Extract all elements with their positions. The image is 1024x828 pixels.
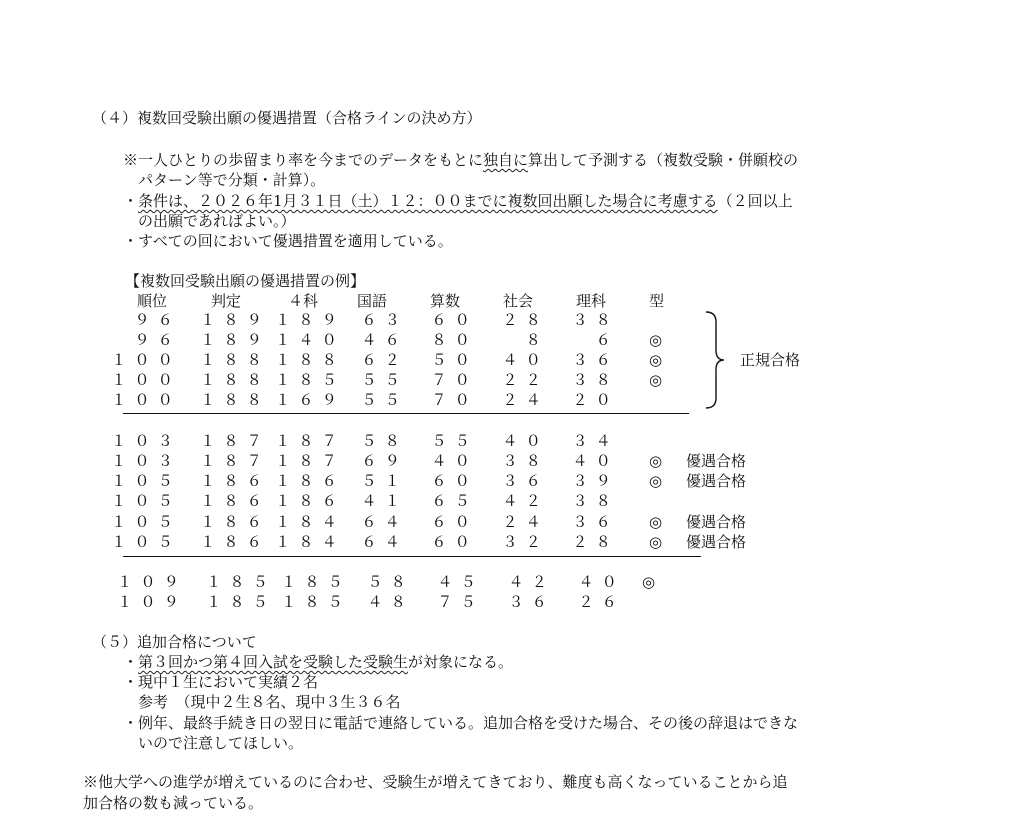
cell-japanese: ６３ <box>361 311 408 329</box>
cell-science: ２８ <box>572 533 619 551</box>
cell-judgement: １８６ <box>200 492 270 510</box>
header-total4: ４科 <box>288 292 319 310</box>
section4-bullet2-line1 <box>123 191 793 211</box>
bullet1-text-underlined: 第３回かつ第４回入試を受験した受験生 <box>138 653 409 671</box>
bullet2-dot: ・ <box>123 192 139 210</box>
cell-social: ２８ <box>502 311 549 329</box>
cell-judgement: １８６ <box>200 472 270 490</box>
section4-note1-line1 <box>123 150 798 170</box>
cell-social: ３２ <box>502 533 549 551</box>
cell-math: ６５ <box>431 492 478 510</box>
cell-science: ４０ <box>578 573 625 591</box>
cell-math: ４０ <box>431 452 478 470</box>
cell-rank: １０３ <box>111 432 181 450</box>
footer-note-line2: 加合格の数も減っている。 <box>83 794 264 812</box>
cell-social: ８ <box>525 331 549 349</box>
header-social: 社会 <box>503 292 534 310</box>
cell-judgement: １８８ <box>200 391 270 409</box>
cell-japanese: ４１ <box>361 492 408 510</box>
cell-type-mark: ◎ <box>642 573 656 591</box>
cell-rank: １０５ <box>111 533 181 551</box>
cell-rank: １００ <box>111 351 181 369</box>
cell-japanese: ５８ <box>367 573 414 591</box>
cell-japanese: ４６ <box>361 331 408 349</box>
separator-line-1 <box>123 413 689 414</box>
cell-type-mark: ◎ <box>649 533 663 551</box>
cell-total4: １８６ <box>275 472 345 490</box>
cell-rank: ９６ <box>134 311 181 329</box>
cell-total4: １４０ <box>275 331 345 349</box>
cell-preferential-label: 優遇合格 <box>686 452 747 470</box>
cell-math: ６０ <box>431 513 478 531</box>
cell-total4: １８５ <box>275 371 345 389</box>
cell-type-mark: ◎ <box>649 351 663 369</box>
cell-rank: １００ <box>111 371 181 389</box>
bullet1-dot: ・ <box>123 653 139 671</box>
cell-social: ３８ <box>502 452 549 470</box>
cell-rank: １０５ <box>111 513 181 531</box>
header-type: 型 <box>649 292 665 310</box>
cell-science: ３９ <box>572 472 619 490</box>
right-brace-icon <box>704 310 726 410</box>
note1-text-underlined: 独自に <box>483 151 529 169</box>
cell-judgement: １８７ <box>200 432 270 450</box>
cell-japanese: ５１ <box>361 472 408 490</box>
bullet1-text-c: が対象になる。 <box>408 653 514 671</box>
cell-math: ６０ <box>431 533 478 551</box>
cell-social: ２４ <box>502 391 549 409</box>
section4-heading: （４）複数回受験出願の優遇措置（合格ラインの決め方） <box>92 109 482 127</box>
section5-bullet2: ・現中１生において実績２名 <box>123 673 319 691</box>
section4-bullet3: ・すべての回において優遇措置を適用している。 <box>123 232 453 250</box>
bullet2-text-underlined: 条件は、２０２６年1月３１日（土）１２：００までに複数回出願した場合に考慮する <box>138 192 718 210</box>
cell-type-mark: ◎ <box>649 513 663 531</box>
cell-social: ２２ <box>502 371 549 389</box>
cell-science: ２６ <box>578 593 625 611</box>
cell-math: ６０ <box>431 472 478 490</box>
cell-rank: １０９ <box>117 573 187 591</box>
cell-math: ８０ <box>431 331 478 349</box>
cell-total4: １８４ <box>275 513 345 531</box>
cell-total4: １８７ <box>275 432 345 450</box>
section4-note1-line2: パターン等で分類・計算）。 <box>138 171 326 189</box>
cell-social: ３６ <box>508 593 555 611</box>
header-science: 理科 <box>576 292 607 310</box>
cell-science: ３８ <box>572 371 619 389</box>
cell-judgement: １８９ <box>200 331 270 349</box>
cell-rank: ９６ <box>134 331 181 349</box>
section4-bullet2-line2: の出願であればよい。） <box>138 212 296 230</box>
cell-judgement: １８８ <box>200 371 270 389</box>
cell-type-mark: ◎ <box>649 452 663 470</box>
cell-science: ６ <box>595 331 619 349</box>
cell-total4: １８７ <box>275 452 345 470</box>
section5-bullet1 <box>123 652 513 672</box>
cell-judgement: １８６ <box>200 513 270 531</box>
cell-judgement: １８９ <box>200 311 270 329</box>
cell-science: ３６ <box>572 513 619 531</box>
cell-preferential-label: 優遇合格 <box>686 533 747 551</box>
cell-japanese: ６９ <box>361 452 408 470</box>
cell-social: ３６ <box>502 472 549 490</box>
header-math: 算数 <box>430 292 461 310</box>
cell-judgement: １８７ <box>200 452 270 470</box>
cell-math: ７５ <box>437 593 484 611</box>
cell-math: ５０ <box>431 351 478 369</box>
separator-line-2 <box>123 556 701 557</box>
cell-social: ４０ <box>502 351 549 369</box>
cell-judgement: １８８ <box>200 351 270 369</box>
cell-science: ３４ <box>572 432 619 450</box>
cell-judgement: １８５ <box>206 573 276 591</box>
cell-total4: １８８ <box>275 351 345 369</box>
cell-judgement: １８５ <box>206 593 276 611</box>
group1-label: 正規合格 <box>740 351 801 369</box>
header-japanese: 国語 <box>357 292 388 310</box>
note1-text-a: ※一人ひとりの歩留まり率を今までのデータをもとに <box>123 151 484 169</box>
cell-total4: １８６ <box>275 492 345 510</box>
cell-math: ４５ <box>437 573 484 591</box>
cell-rank: １０３ <box>111 452 181 470</box>
section5-bullet3-line1: ・例年、最終手続き日の翌日に電話で連絡している。追加合格を受けた場合、その後の辞退はできな <box>123 714 799 732</box>
table-title: 【複数回受験出願の優遇措置の例】 <box>125 272 366 290</box>
cell-science: ３８ <box>572 311 619 329</box>
cell-total4: １８５ <box>281 593 351 611</box>
cell-total4: １８９ <box>275 311 345 329</box>
cell-type-mark: ◎ <box>649 472 663 490</box>
cell-science: ４０ <box>572 452 619 470</box>
cell-science: ３６ <box>572 351 619 369</box>
cell-type-mark: ◎ <box>649 331 663 349</box>
cell-japanese: ５５ <box>361 391 408 409</box>
cell-japanese: ６２ <box>361 351 408 369</box>
note1-text-c: 算出して予測する（複数受験・併願校の <box>528 151 799 169</box>
cell-math: ５５ <box>431 432 478 450</box>
footer-note-line1: ※他大学への進学が増えているのに合わせ、受験生が増えてきており、難度も高くなっていることから追 <box>83 773 788 791</box>
cell-judgement: １８６ <box>200 533 270 551</box>
bullet2-text-c: （２回以上 <box>717 192 793 210</box>
cell-preferential-label: 優遇合格 <box>686 472 747 490</box>
cell-math: ６０ <box>431 311 478 329</box>
cell-science: ２０ <box>572 391 619 409</box>
header-rank: 順位 <box>137 292 168 310</box>
cell-rank: １０５ <box>111 492 181 510</box>
section5-heading: （５）追加合格について <box>92 633 257 651</box>
section5-bullet3-line2: いので注意してほしい。 <box>138 734 304 752</box>
cell-science: ３８ <box>572 492 619 510</box>
cell-japanese: ５８ <box>361 432 408 450</box>
cell-japanese: ６４ <box>361 513 408 531</box>
cell-japanese: ４８ <box>367 593 414 611</box>
header-judgement: 判定 <box>211 292 242 310</box>
cell-social: ４２ <box>508 573 555 591</box>
cell-social: ４０ <box>502 432 549 450</box>
cell-social: ２４ <box>502 513 549 531</box>
cell-rank: １０９ <box>117 593 187 611</box>
cell-type-mark: ◎ <box>649 371 663 389</box>
cell-japanese: ５５ <box>361 371 408 389</box>
cell-total4: １８４ <box>275 533 345 551</box>
cell-rank: １０５ <box>111 472 181 490</box>
cell-social: ４２ <box>502 492 549 510</box>
cell-preferential-label: 優遇合格 <box>686 513 747 531</box>
cell-math: ７０ <box>431 391 478 409</box>
section5-reference: 参考 （現中２生８名、現中３生３６名 <box>138 693 401 711</box>
cell-total4: １８５ <box>281 573 351 591</box>
cell-total4: １６９ <box>275 391 345 409</box>
cell-japanese: ６４ <box>361 533 408 551</box>
cell-math: ７０ <box>431 371 478 389</box>
cell-rank: １００ <box>111 391 181 409</box>
